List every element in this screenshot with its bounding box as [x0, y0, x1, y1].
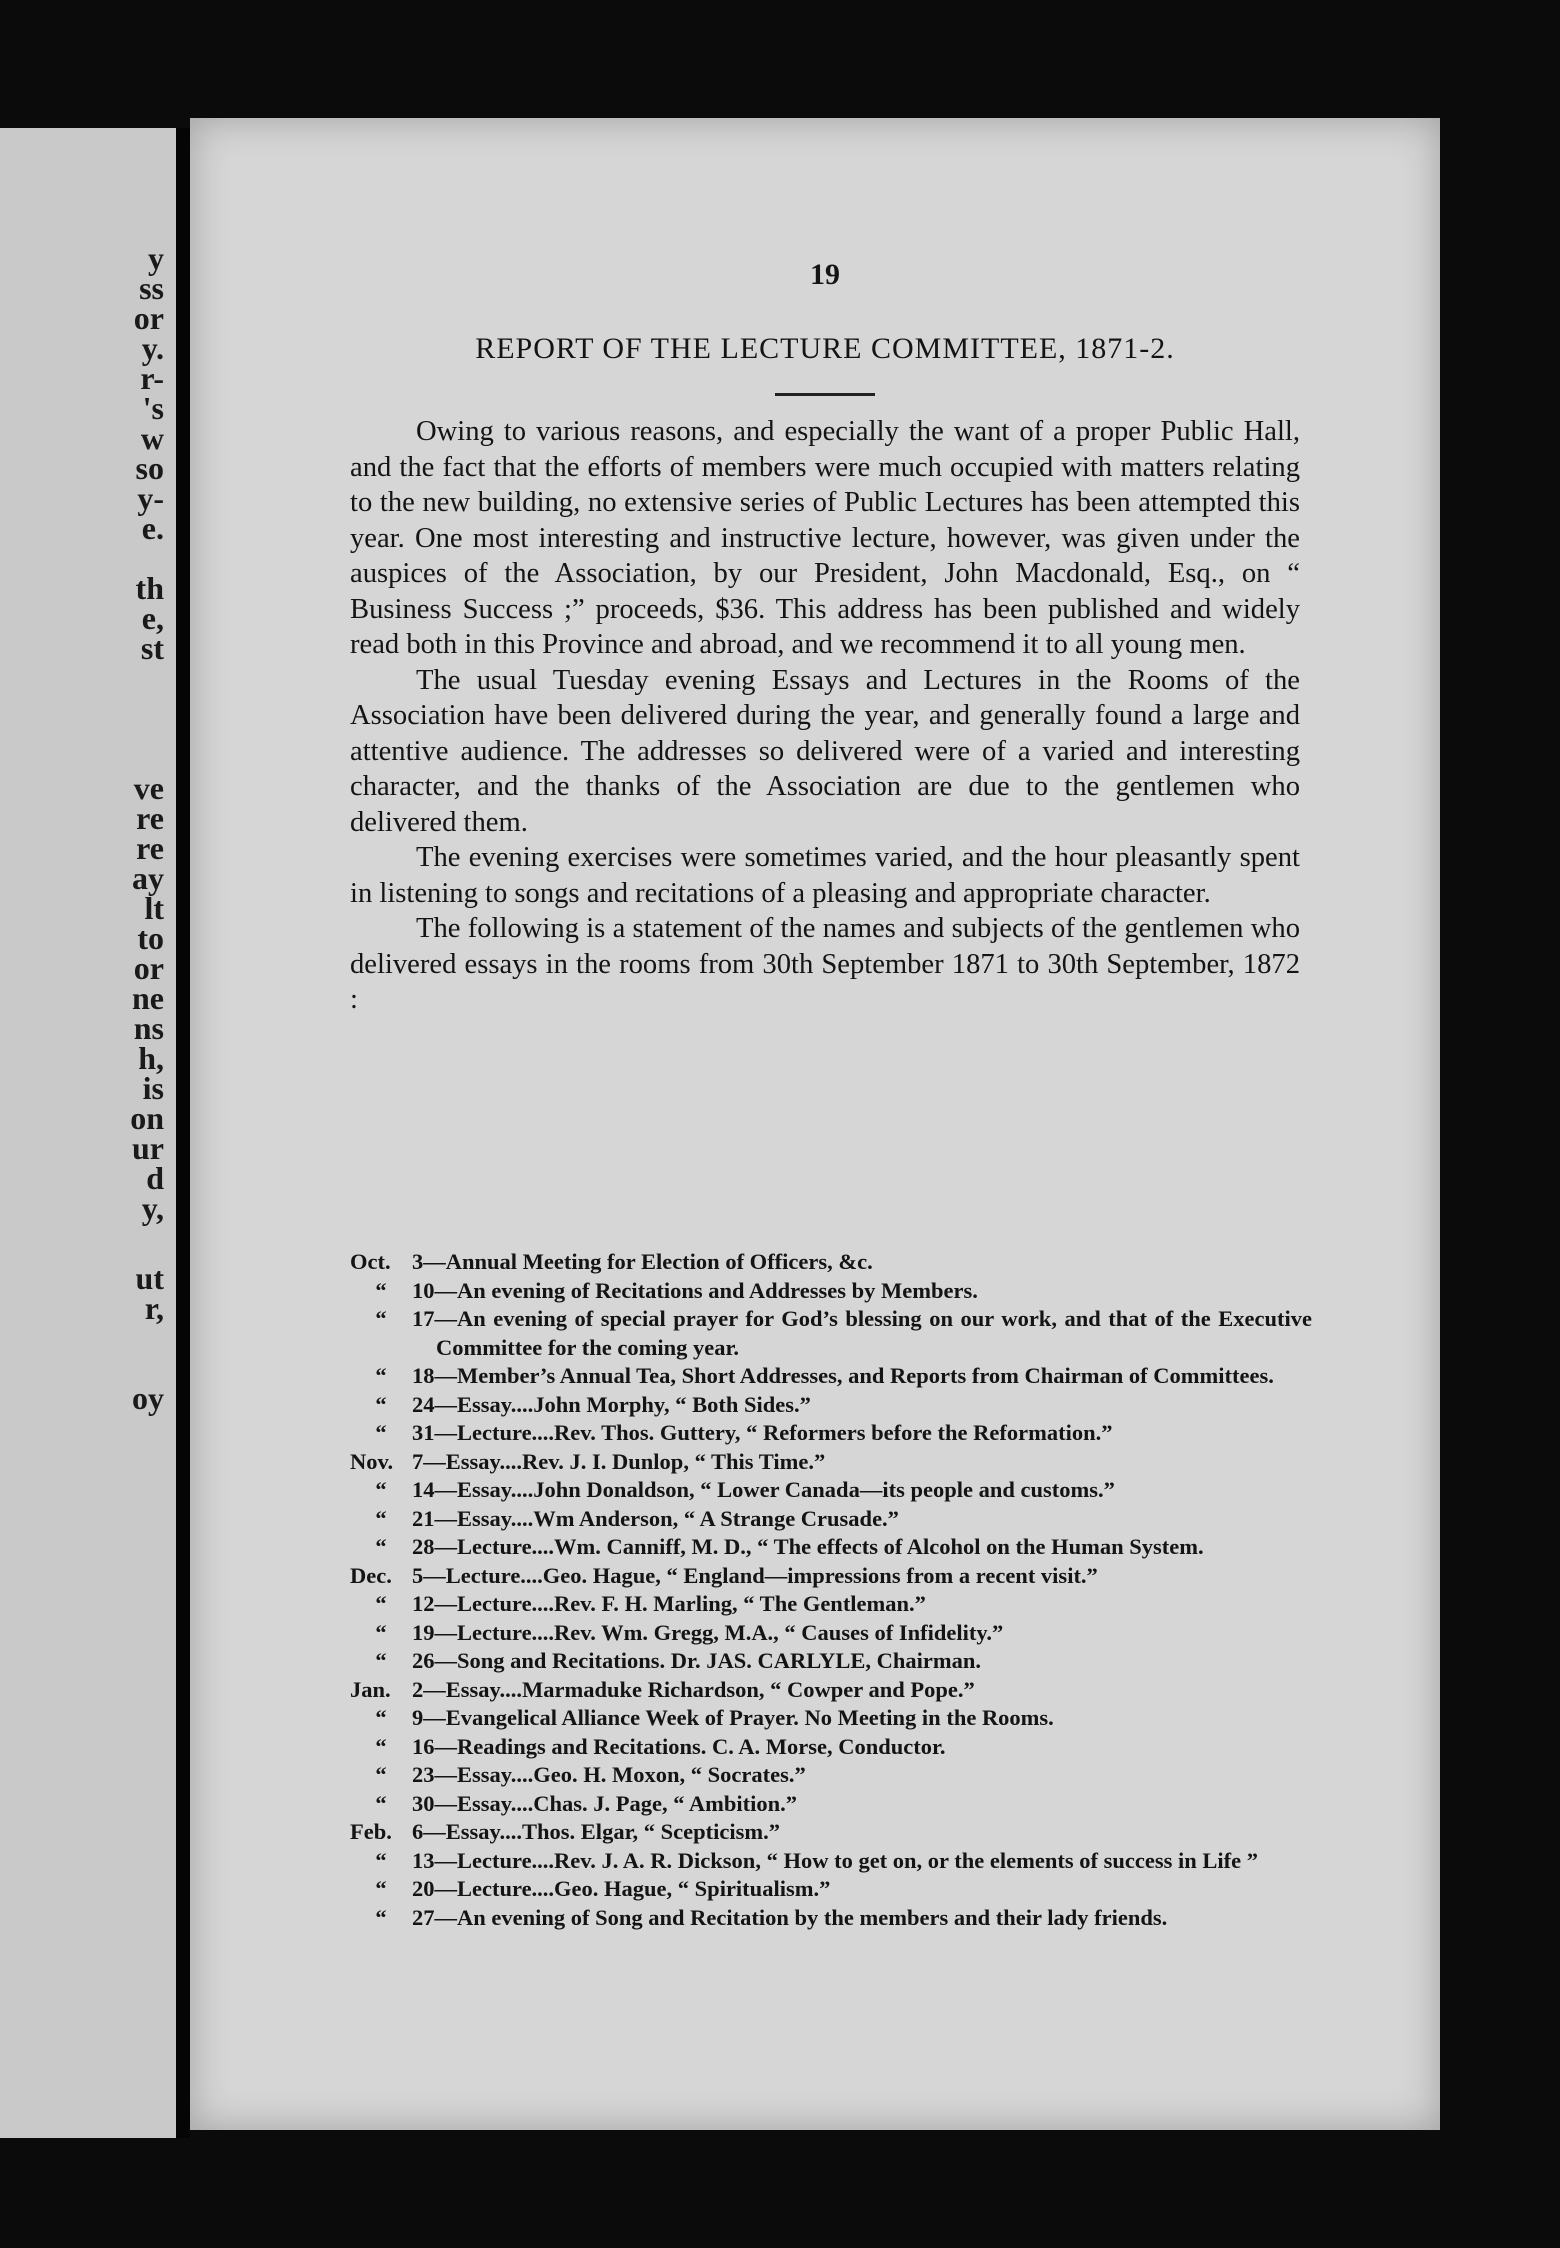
ditto-mark: “	[375, 1306, 387, 1331]
paragraph: The usual Tuesday evening Essays and Lectures in the Rooms of the Association have been delivered during the year, and generally found a large and attentive audience. The addresses so delivered were of a varied and interesting character, and the thanks of the Association are due to the gentlemen who delivered them.	[350, 664, 1300, 838]
schedule-entry	[350, 1704, 1312, 1733]
schedule-text: 26—Song and Recitations. Dr. JAS. CARLYLE, Chairman.	[412, 1648, 982, 1673]
previous-page-edge	[0, 128, 176, 2138]
schedule-text: 16—Readings and Recitations. C. A. Morse, Conductor.	[412, 1733, 946, 1759]
schedule-entry	[350, 1733, 1312, 1762]
ditto-mark: “	[375, 1534, 387, 1559]
ditto-mark: “	[375, 1648, 387, 1673]
schedule-entry	[350, 1448, 1312, 1477]
left-page-fragment: ut	[135, 1260, 164, 1296]
schedule-text: 21—Essay....Wm Anderson, “ A Strange Crusade.”	[412, 1505, 899, 1531]
schedule-text: 7—Essay....Rev. J. I. Dunlop, “ This Time.”	[412, 1448, 826, 1474]
left-page-fragment: so	[135, 450, 164, 486]
ditto-mark: “	[375, 1505, 387, 1531]
schedule-entry	[350, 1391, 1312, 1420]
left-page-fragment: h,	[138, 1040, 164, 1076]
left-page-fragment: r-	[140, 360, 164, 396]
report-body	[350, 414, 1300, 1018]
schedule-text: 5—Lecture....Geo. Hague, “ England—impressions from a recent visit.”	[412, 1562, 1098, 1588]
left-page-fragment: re	[136, 800, 164, 836]
left-page-fragment: w	[140, 420, 164, 456]
schedule-text: 6—Essay....Thos. Elgar, “ Scepticism.”	[412, 1819, 780, 1844]
ditto-mark: “	[375, 1277, 387, 1303]
schedule-entry	[350, 1362, 1312, 1391]
lecture-schedule	[350, 1248, 1312, 1932]
left-page-fragment: y.	[141, 330, 164, 366]
left-page-fragment: on	[130, 1100, 164, 1136]
paragraph: The following is a statement of the names and subjects of the gentlemen who delivered essays in the rooms from 30th September 1871 to 30th September, 1872 :	[350, 913, 1300, 1015]
left-page-fragment: ve	[133, 770, 164, 806]
schedule-text: 31—Lecture....Rev. Thos. Guttery, “ Reformers before the Reformation.”	[412, 1420, 1113, 1445]
ditto-mark: “	[375, 1904, 387, 1930]
ditto-mark: “	[375, 1420, 387, 1445]
ditto-mark: “	[375, 1762, 387, 1787]
schedule-entry	[350, 1562, 1312, 1591]
left-page-fragment: y	[148, 240, 164, 276]
left-page-fragment: oy	[132, 1380, 164, 1416]
left-page-fragment: st	[140, 630, 164, 666]
schedule-text: 14—Essay....John Donaldson, “ Lower Canada—its people and customs.”	[412, 1477, 1115, 1502]
schedule-entry	[350, 1305, 1312, 1362]
left-page-fragment: r,	[144, 1290, 164, 1326]
left-page-fragment: is	[142, 1070, 164, 1106]
schedule-text: 18—Member’s Annual Tea, Short Addresses, and Reports from Chairman of Committees.	[412, 1363, 1274, 1388]
left-page-fragment: ns	[133, 1010, 164, 1046]
ditto-mark: “	[375, 1391, 387, 1417]
schedule-entry	[350, 1790, 1312, 1819]
schedule-entry	[350, 1533, 1312, 1562]
ditto-mark: “	[375, 1847, 387, 1873]
schedule-entry	[350, 1761, 1312, 1790]
left-page-fragment: or	[133, 950, 164, 986]
paragraph: The evening exercises were sometimes varied, and the hour pleasantly spent in listening to songs and recitations of a pleasing and appropriate character.	[350, 842, 1300, 909]
schedule-entry	[350, 1419, 1312, 1448]
schedule-month: Dec.	[350, 1562, 392, 1588]
schedule-entry	[350, 1277, 1312, 1306]
ditto-mark: “	[375, 1790, 387, 1816]
left-page-fragment: or	[133, 300, 164, 336]
schedule-entry	[350, 1505, 1312, 1534]
left-page-fragment: y-	[137, 480, 164, 516]
ditto-mark: “	[375, 1733, 387, 1759]
schedule-text: 17—An evening of special prayer for God’s blessing on our work, and that of the Executive Committee for the coming year.	[412, 1306, 1312, 1360]
schedule-entry	[350, 1647, 1312, 1676]
schedule-month: Oct.	[350, 1249, 391, 1274]
left-page-fragment: ur	[132, 1130, 164, 1166]
schedule-text: 2—Essay....Marmaduke Richardson, “ Cowper and Pope.”	[412, 1676, 975, 1702]
page-number: 19	[810, 258, 840, 291]
ditto-mark: “	[375, 1477, 387, 1502]
left-page-fragment: ss	[139, 270, 164, 306]
schedule-text: 27—An evening of Song and Recitation by the members and their lady friends.	[412, 1904, 1168, 1930]
book-gutter	[176, 128, 190, 2138]
left-page-fragment: to	[137, 920, 164, 956]
schedule-entry	[350, 1476, 1312, 1505]
schedule-entry	[350, 1818, 1312, 1847]
paragraph: Owing to various reasons, and especially the want of a proper Public Hall, and the fact that the efforts of members were much occupied with matters relating to the new building, no extensive series of Public Lectures has been attempted this year. One most interesting and instructive lecture, however, was given under the auspices of the Association, by our President, John Macdonald, Esq., on “ Business Success ;” proceeds, $36. This address has been published and widely read both in this Province and abroad, and we recommend it to all young men.	[350, 416, 1300, 660]
left-page-fragment: d	[146, 1160, 164, 1196]
schedule-entry	[350, 1904, 1312, 1933]
schedule-text: 10—An evening of Recitations and Addresses by Members.	[412, 1277, 978, 1303]
schedule-text: 30—Essay....Chas. J. Page, “ Ambition.”	[412, 1790, 798, 1816]
schedule-text: 20—Lecture....Geo. Hague, “ Spiritualism.”	[412, 1876, 831, 1901]
report-title: REPORT OF THE LECTURE COMMITTEE, 1871-2.	[475, 332, 1175, 365]
schedule-month: Feb.	[350, 1819, 392, 1844]
schedule-entry	[350, 1847, 1312, 1876]
left-page-fragment: 's	[142, 390, 164, 426]
left-page-fragment: th	[135, 570, 164, 606]
ditto-mark: “	[375, 1876, 387, 1901]
left-page-fragment: lt	[144, 890, 164, 926]
ditto-mark: “	[375, 1363, 387, 1388]
schedule-text: 23—Essay....Geo. H. Moxon, “ Socrates.”	[412, 1762, 806, 1787]
ditto-mark: “	[375, 1591, 387, 1616]
schedule-text: 13—Lecture....Rev. J. A. R. Dickson, “ How to get on, or the elements of success in Life ”	[412, 1847, 1258, 1873]
schedule-month: Jan.	[350, 1676, 391, 1702]
schedule-text: 24—Essay....John Morphy, “ Both Sides.”	[412, 1391, 811, 1417]
schedule-text: 3—Annual Meeting for Election of Officers, &c.	[412, 1249, 873, 1274]
left-page-fragment: e.	[141, 510, 164, 546]
left-page-fragment: re	[136, 830, 164, 866]
book-page	[190, 118, 1440, 2130]
schedule-text: 19—Lecture....Rev. Wm. Gregg, M.A., “ Causes of Infidelity.”	[412, 1619, 1004, 1645]
title-rule	[775, 393, 875, 396]
ditto-mark: “	[375, 1705, 387, 1730]
left-page-fragment: ne	[132, 980, 164, 1016]
left-page-fragment: e,	[141, 600, 164, 636]
schedule-text: 9—Evangelical Alliance Week of Prayer. No Meeting in the Rooms.	[412, 1705, 1054, 1730]
left-page-fragment: ay	[132, 860, 164, 896]
schedule-text: 12—Lecture....Rev. F. H. Marling, “ The Gentleman.”	[412, 1591, 926, 1616]
schedule-entry	[350, 1619, 1312, 1648]
ditto-mark: “	[375, 1619, 387, 1645]
schedule-text: 28—Lecture....Wm. Canniff, M. D., “ The effects of Alcohol on the Human System.	[412, 1534, 1204, 1559]
schedule-month: Nov.	[350, 1448, 394, 1474]
left-page-fragment: y,	[141, 1190, 164, 1226]
schedule-entry	[350, 1248, 1312, 1277]
schedule-entry	[350, 1875, 1312, 1904]
schedule-entry	[350, 1590, 1312, 1619]
schedule-entry	[350, 1676, 1312, 1705]
